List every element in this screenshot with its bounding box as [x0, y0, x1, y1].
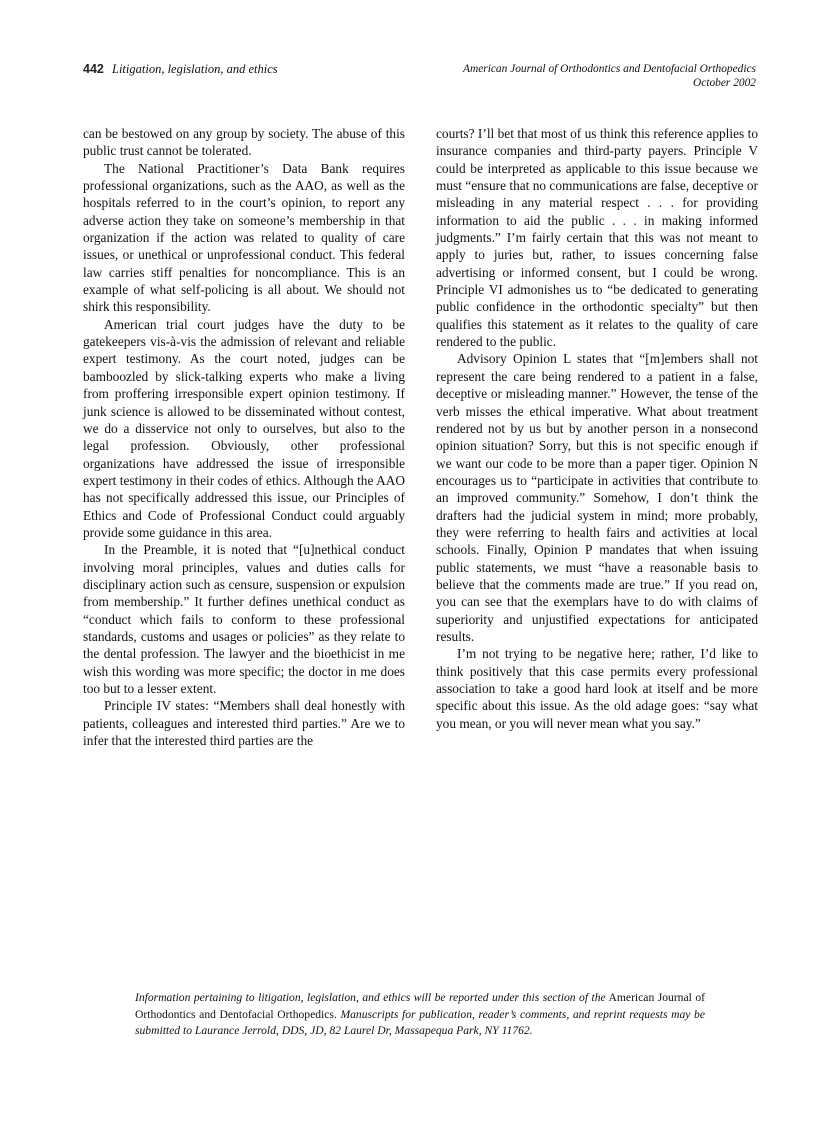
- footnote-journal: American Journal of Orthodontics and Dentofacial Orthopedics.: [135, 991, 705, 1021]
- paragraph: can be bestowed on any group by society. The abuse of this public trust cannot be tolerated.: [83, 126, 405, 159]
- paragraph: Advisory Opinion L states that “[m]embers shall not represent the care being rendered to a patient in a false, deceptive or misleading manner.” However, the tense of the verb misses the ethical imperative. What about treatment rendered not by us but by another person in a nonsecond opinion situation? Sorry, but this is not specific enough if we want our code to be more than a paper tiger. Opinion N encourages us to “participate in activities that contribute to an improved community.” Somehow, I don’t think the drafters had the judicial system in mind; more probably, they were referring to health fairs and activities at local schools. Finally, Opinion P mandates that when issuing public statements, we must “have a reasonable basis to believe that the comments made are true.” If you read on, you can see that the exemplars have to do with claims of superiority and unjustified expectations for anticipated results.: [436, 351, 758, 644]
- section-title: Litigation, legislation, and ethics: [112, 62, 278, 76]
- paragraph: The National Practitioner’s Data Bank requires professional organizations, such as the AAO, as well as the hospitals referred to in the court’s opinion, to report any adverse action they take on someone’s membership in that organization if the action was related to quality of care issues, or unethical or unprofessional conduct. This federal law carries stiff penalties for noncompliance. This is an example of what self-policing is all about. We should not shirk this responsibility.: [83, 160, 405, 315]
- paragraph: I’m not trying to be negative here; rather, I’d like to think positively that this case permits every professional association to take a good hard look at itself and be more specific about this issue. As the old adage goes: “say what you mean, or you will never mean what you say.”: [436, 646, 758, 731]
- issue-date: October 2002: [693, 77, 756, 89]
- right-column: [436, 125, 758, 732]
- journal-info: [463, 62, 756, 90]
- section-footnote: [135, 990, 705, 1040]
- footnote-intro: Information pertaining to litigation, legislation, and ethics will be reported under this section of the: [135, 991, 606, 1004]
- paragraph: Principle IV states: “Members shall deal honestly with patients, colleagues and interested third parties.” Are we to infer that the interested third parties are the: [83, 698, 405, 749]
- journal-name: American Journal of Orthodontics and Dentofacial Orthopedics: [463, 63, 756, 75]
- paragraph: American trial court judges have the duty to be gatekeepers vis-à-vis the admission of relevant and reliable expert testimony. As the court noted, judges can be bamboozled by slick-talking experts who make a living from proffering irresponsible expert opinion testimony. If junk science is allowed to be disseminated without contest, we do a disservice not only to ourselves, but also to the legal profession. Obviously, other professional organizations have addressed the issue of irresponsible expert testimony in their codes of ethics. Although the AAO has not specifically addressed this issue, our Principles of Ethics and Code of Professional Conduct could arguably provide some guidance in this area.: [83, 316, 405, 540]
- paragraph: courts? I’ll bet that most of us think this reference applies to insurance companies and third-party payers. Principle V could be interpreted as applicable to this issue because we must “ensure that no communications are false, deceptive or misleading in any material respect . . . for providing information to aid the public . . . in making informed judgments.” I’m fairly certain that this was not meant to apply to juries but, rather, to issues concerning false advertising or informed consent, but I could be wrong. Principle VI admonishes us to “be dedicated to generating public confidence in the orthodontic specialty” but then qualifies this statement as it relates to the quality of care rendered to the public.: [436, 126, 758, 350]
- footnote-submission-info: Manuscripts for publication, reader’s comments, and reprint requests may be submitted to Laurance Jerrold, DDS, JD, 82 Laurel Dr, Massapequa Park, NY 11762.: [135, 1007, 705, 1037]
- page-number: 442: [83, 62, 104, 76]
- paragraph: In the Preamble, it is noted that “[u]nethical conduct involving moral principles, values and duties calls for disciplinary action such as censure, suspension or expulsion from membership.” It further defines unethical conduct as “conduct which fails to conform to these professional standards, customs and usages or policies” as they relate to the dental profession. The lawyer and the bioethicist in me wish this wording was more specific; the doctor in me does too but to a lesser extent.: [83, 542, 405, 696]
- running-header: [83, 62, 756, 96]
- left-column: [83, 125, 405, 749]
